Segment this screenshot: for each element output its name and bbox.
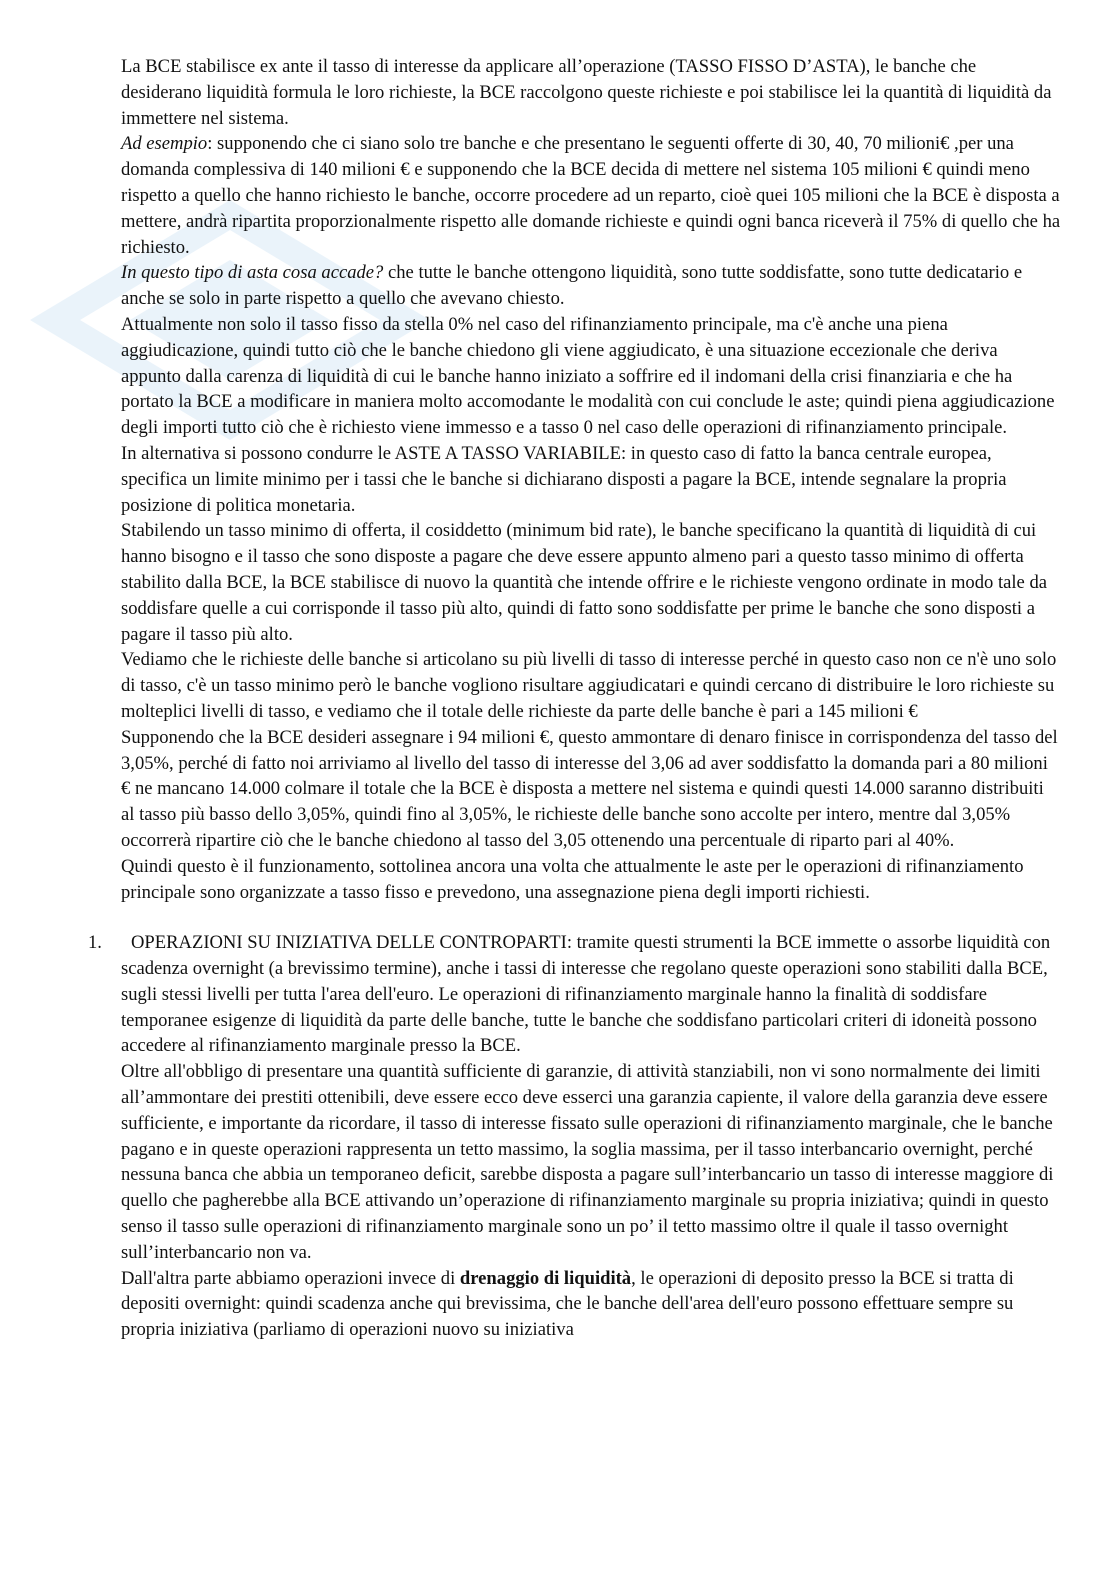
list-item-paragraph-3-before: Dall'altra parte abbiamo operazioni invece di (121, 1267, 460, 1289)
list-item-text: OPERAZIONI SU INIZIATIVA DELLE CONTROPARTI: tramite questi strumenti la BCE immette o assorbe liquidità con scadenza overnight (a brevissimo termine), anche i tassi di interesse che regolano queste operazioni sono stabiliti dalla BCE, sugli stessi livelli per tutta l'area dell'euro. Le operazioni di rifinanziamento marginale hanno la finalità di soddisfare temporanee esigenze di liquidità da parte delle banche, tutte le banche che soddisfano particolari criteri di idoneità possono accedere al rifinanziamento marginale presso la BCE. (121, 932, 1051, 1057)
paragraph-8: Supponendo che la BCE desideri assegnare i 94 milioni €, questo ammontare di denaro finisce in corrispondenza del tasso del 3,05%, perché di fatto noi arriviamo al livello del tasso di interesse del 3,06 ad aver soddisfatto la domanda pari a 80 milioni € ne mancano 14.000 colmare il totale che la BCE è disposta a mettere nel sistema e quindi questi 14.000 saranno distribuiti al tasso più basso dello 3,05%, quindi fino al 3,05%, le richieste delle banche sono accolte per intero, mentre dal 3,05% occorrerà ripartire ciò che le banche chiedono al tasso del 3,05 ottenendo una percentuale di riparto pari al 40%. (121, 726, 1058, 851)
paragraph-2-italic-lead: Ad esempio (121, 133, 208, 155)
paragraph-4: Attualmente non solo il tasso fisso da stella 0% nel caso del rifinanziamento principale, ma c'è anche una piena aggiudicazione, quindi tutto ciò che le banche chiedono gli viene aggiudicato, è una situazione eccezionale che deriva appunto dalla carenza di liquidità di cui le banche hanno iniziato a soffrire ed il indomani della crisi finanziaria e che ha portato la BCE a modificare in maniera molto accomodante le modalità con cui conclude le aste; quindi piena aggiudicazione degli importi tutto ciò che è richiesto viene immesso e a tasso 0 nel caso delle operazioni di rifinanziamento principale. (121, 313, 1055, 439)
list-item-paragraph-1 (121, 930, 1061, 1059)
spacer (121, 905, 1061, 930)
list-item-paragraph-3 (121, 1266, 1061, 1343)
paragraph-5: In alternativa si possono condurre le ASTE A TASSO VARIABILE: in questo caso di fatto la banca centrale europea, specifica un limite minimo per i tassi che le banche si dichiarano disposti a pagare la BCE, intende segnalare la propria posizione di politica monetaria. (121, 442, 1007, 516)
paragraph-7: Vediamo che le richieste delle banche si articolano su più livelli di tasso di interesse perché in questo caso non ce n'è uno solo di tasso, c'è un tasso minimo però le banche vogliono risultare aggiudicatari e quindi cercano di distribuire le loro richieste su molteplici livelli di tasso, e vediamo che il totale delle richieste da parte delle banche è pari a 145 milioni € (121, 649, 1057, 722)
paragraph-9: Quindi questo è il funzionamento, sottolinea ancora una volta che attualmente le aste per le operazioni di rifinanziamento principale sono organizzate a tasso fisso e prevedono, una assegnazione piena degli importi richiesti. (121, 855, 1024, 903)
paragraph-6: Stabilendo un tasso minimo di offerta, il cosiddetto (minimum bid rate), le banche specificano la quantità di liquidità di cui hanno bisogno e il tasso che sono disposte a pagare che deve essere appunto almeno pari a questo tasso minimo di offerta stabilito dalla BCE, la BCE stabilisce di nuovo la quantità che intende offrire e le richieste vengono ordinate in modo tale da soddisfare quelle a cui corrisponde il tasso più alto, quindi di fatto sono soddisfatte per prime le banche che sono disposti a pagare il tasso più alto. (121, 520, 1047, 645)
paragraph-3-italic-lead: In questo tipo di asta cosa accade? (121, 262, 384, 284)
paragraph-2-text: : supponendo che ci siano solo tre banche e che presentano le seguenti offerte di 30, 40, 70 milioni€ ,per una domanda complessiva di 140 milioni € e supponendo che la BCE decida di mettere nel sistema 105 milioni € quindi meno rispetto a quello che hanno richiesto le banche, occorre procedere ad un reparto, cioè quei 105 milioni che la BCE è disposta a mettere, andrà ripartita proporzionalmente rispetto alle domande richieste e quindi ogni banca riceverà il 75% di quello che ha richiesto. (121, 133, 1061, 258)
list-item-number: 1. (88, 932, 102, 954)
list-item-paragraph-3-bold: drenaggio di liquidità (459, 1267, 632, 1289)
paragraph-1: La BCE stabilisce ex ante il tasso di interesse da applicare all’operazione (TASSO FISSO D’ASTA), le banche che desiderano liquidità formula le loro richieste, la BCE raccolgono queste richieste e poi stabilisce lei la quantità di liquidità da immettere nel sistema. (121, 56, 1052, 129)
list-item-paragraph-2: Oltre all'obbligo di presentare una quantità sufficiente di garanzie, di attività stanziabili, non vi sono normalmente dei limiti all’ammontare dei prestiti ottenibili, deve essere ecco deve esserci una garanzia capiente, il valore della garanzia deve essere sufficiente, e importante da ricordare, il tasso di interesse fissato sulle operazioni di rifinanziamento marginale, che le banche pagano e in queste operazioni rappresenta un tetto massimo, la soglia massima, per il tasso interbancario overnight, perché nessuna banca che abbia un temporaneo deficit, sarebbe disposta a pagare sull’interbancario un tasso di interesse maggiore di quello che pagherebbe alla BCE attivando un’operazione di rifinanziamento marginale su propria iniziativa; quindi in questo senso il tasso sulle operazioni di rifinanziamento marginale sono un po’ il tetto massimo oltre il quale il tasso overnight sull’interbancario non va. (121, 1061, 1054, 1263)
document-body (88, 54, 1061, 1343)
paragraph-2 (121, 131, 1061, 260)
list-item-paragraph-3-after: , le operazioni di deposito presso la BCE si tratta di depositi overnight: quindi scadenza anche qui brevissima, che le banche dell'area dell'euro possono effettuare sempre su propria iniziativa (parliamo di operazioni nuovo su iniziativa (121, 1267, 1014, 1341)
paragraph-3-text: che tutte le banche ottengono liquidità, sono tutte soddisfatte, sono tutte dedicatario e anche se solo in parte rispetto a quello che avevano chiesto. (121, 262, 1023, 310)
list-item (88, 930, 1061, 1343)
paragraph-3 (121, 260, 1061, 312)
